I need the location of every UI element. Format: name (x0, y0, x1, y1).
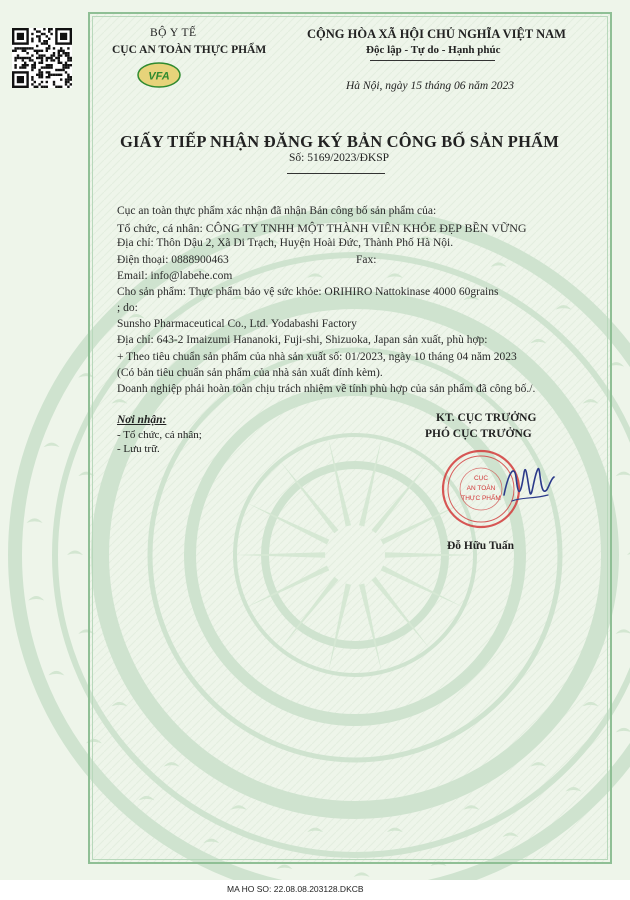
fax-label: Fax: (356, 254, 377, 266)
do-line: ; do: (117, 302, 138, 314)
attached-note: (Có bản tiêu chuẩn sản phẩm của nhà sản xuất đính kèm). (117, 367, 383, 379)
number-underline (287, 173, 385, 174)
ministry-name: BỘ Y TẾ (150, 27, 197, 39)
motto-underline (370, 60, 495, 61)
address-line: Địa chỉ: Thôn Dậu 2, Xã Di Trạch, Huyện Hoài Đức, Thành Phố Hà Nội. (117, 237, 454, 249)
signer-title-primary: KT. CỤC TRƯỞNG (436, 412, 537, 424)
dossier-code: MA HO SO: 22.08.08.203128.DKCB (227, 884, 364, 894)
agency-name: CỤC AN TOÀN THỰC PHẨM (112, 44, 267, 56)
responsibility-statement: Doanh nghiệp phải hoàn toàn chịu trách nhiệm về tính phù hợp của sản phẩm đã công bố./. (117, 383, 536, 395)
organization-line: Tổ chức, cá nhân: CÔNG TY TNHH MỘT THÀNH VIÊN KHỎE ĐẸP BỀN VỮNG (117, 221, 527, 235)
signer-name: Đỗ Hữu Tuấn (447, 540, 514, 552)
document-title: GIẤY TIẾP NHẬN ĐĂNG KÝ BẢN CÔNG BỐ SẢN PHẨM (120, 132, 560, 151)
manufacturer-address: Địa chỉ: 643-2 Imaizumi Hananoki, Fuji-shi, Shizuoka, Japan sản xuất, phù hợp: (117, 334, 488, 346)
qr-code-icon[interactable] (12, 28, 72, 88)
issue-date-place: Hà Nội, ngày 15 tháng 06 năm 2023 (346, 80, 515, 92)
product-line: Cho sản phẩm: Thực phẩm bảo vệ sức khỏe: ORIHIRO Nattokinase 4000 60grains (117, 286, 499, 298)
standard-line: + Theo tiêu chuẩn sản phẩm của nhà sản xuất số: 01/2023, ngày 10 tháng 04 năm 2023 (117, 351, 517, 363)
national-motto: Độc lập - Tự do - Hạnh phúc (366, 44, 501, 56)
republic-name: CỘNG HÒA XÃ HỘI CHỦ NGHĨA VIỆT NAM (307, 27, 566, 41)
phone-line: Điện thoại: 0888900463 (117, 254, 229, 266)
email-line: Email: info@labehe.com (117, 270, 233, 282)
vfa-logo-text: VFA (148, 70, 170, 83)
signer-title-secondary: PHÓ CỤC TRƯỞNG (425, 428, 532, 440)
document-number: Số: 5169/2023/ĐKSP (289, 152, 390, 164)
manufacturer-line: Sunsho Pharmaceutical Co., Ltd. Yodabashi Factory (117, 318, 357, 330)
vfa-logo-icon (136, 61, 182, 89)
handwritten-signature (498, 455, 560, 511)
recipients-title: Nơi nhận: (117, 414, 167, 426)
seal-text-line: CỤC (473, 475, 489, 482)
recipient-item: - Lưu trữ. (117, 443, 160, 455)
seal-text-line: THỰC PHẨM (461, 495, 501, 502)
seal-text-line: AN TOÀN (466, 485, 496, 492)
intro-text: Cục an toàn thực phẩm xác nhận đã nhận Bản công bố sản phẩm của: (117, 205, 437, 217)
recipient-item: - Tổ chức, cá nhân; (117, 429, 202, 441)
